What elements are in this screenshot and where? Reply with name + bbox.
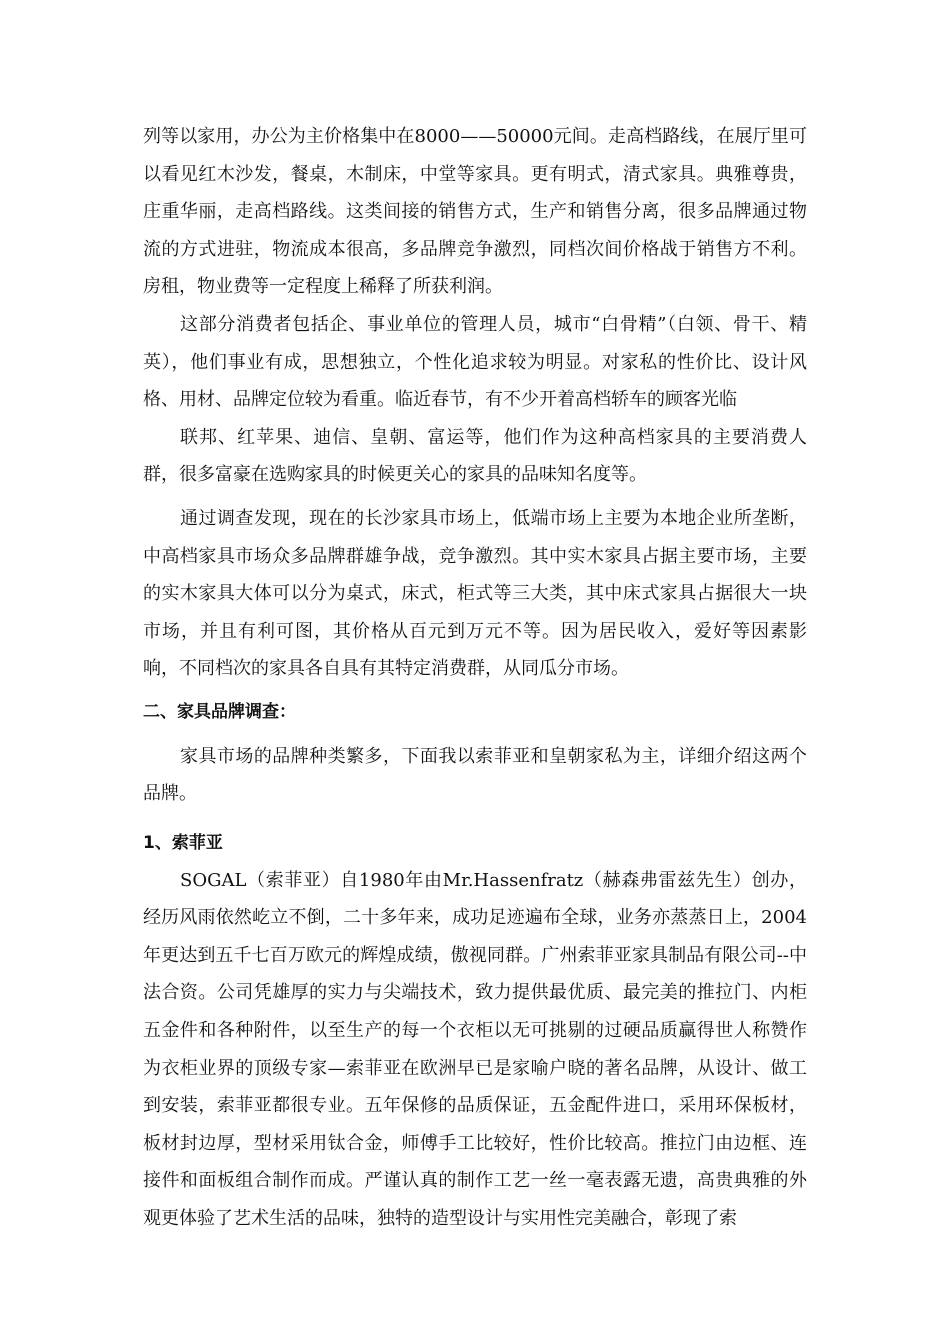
subsection-text: SOGAL（索菲亚）自1980年由Mr.Hassenfratz（赫森弗雷兹先生）创办，经历风雨依然屹立不倒，二十多年来，成功足迹遍布全球，业务亦蒸蒸日上，2004年更达到五千七百万欧元的辉煌成绩，傲视同群。广州索菲亚家具制品有限公司--中法合资。公司凭雄厚的实力与尖端技术，致力提供最优质、最完美的推拉门、内柜五金件和各种附件，以至生产的每一个衣柜以无可挑剔的过硬品质赢得世人称赞作为衣柜业界的顶级专家—索菲亚在欧洲早已是家喻户晓的著名品牌，从设计、做工到安装，索菲亚都很专业。五年保修的品质保证，五金配件进口，采用环保板材，板材封边厚，型材采用钛合金，师傅手工比较好，性价比较高。推拉门由边框、连接件和面板组合制作而成。严谨认真的制作工艺一丝一毫表露无遗，高贵典雅的外观更体验了艺术生活的品味，独特的造型设计与实用性完美融合，彰现了索 [143,869,807,1230]
paragraph-price-range: 列等以家用，办公为主价格集中在8000——50000元间。走高档路线，在展厅里可以看见红木沙发，餐桌，木制床，中堂等家具。更有明式，清式家具。典雅尊贵，庄重华丽，走高档路线。这类间接的销售方式，生产和销售分离，很多品牌通过物流的方式进驻，物流成本很高，多品牌竞争激烈，同档次间价格战于销售方不利。房租，物业费等一定程度上稀释了所获利润。 [143,126,807,298]
paragraph-survey-findings: 通过调查发现，现在的长沙家具市场上，低端市场上主要为本地企业所垄断，中高档家具市场众多品牌群雄争战，竞争激烈。其中实木家具占据主要市场，主要的实木家具大体可以分为桌式，床式，柜式等三大类，其中床式家具占据很大一块市场，并且有利可图，其价格从百元到万元不等。因为居民收入，爱好等因素影响，不同档次的家具各自具有其特定消费群，从同瓜分市场。 [143,507,807,680]
paragraph-brands: 联邦、红苹果、迪信、皇朝、富运等，他们作为这种高档家具的主要消费人群，很多富豪在选购家具的时候更关心的家具的品味知名度等。 [143,426,807,486]
document-body [143,118,807,1238]
section-intro: 家具市场的品牌种类繁多，下面我以索菲亚和皇朝家私为主，详细介绍这两个品牌。 [143,745,807,805]
subsection-heading: 1、索菲亚 [143,832,223,853]
paragraph-consumers: 这部分消费者包括企、事业单位的管理人员，城市“白骨精”（白领、骨干、精英），他们事业有成，思想独立，个性化追求较为明显。对家私的性价比、设计风格、用材、品牌定位较为看重。临近春节，有不少开着高档轿车的顾客光临 [143,313,807,411]
section-heading: 二、家具品牌调查： [143,701,296,722]
